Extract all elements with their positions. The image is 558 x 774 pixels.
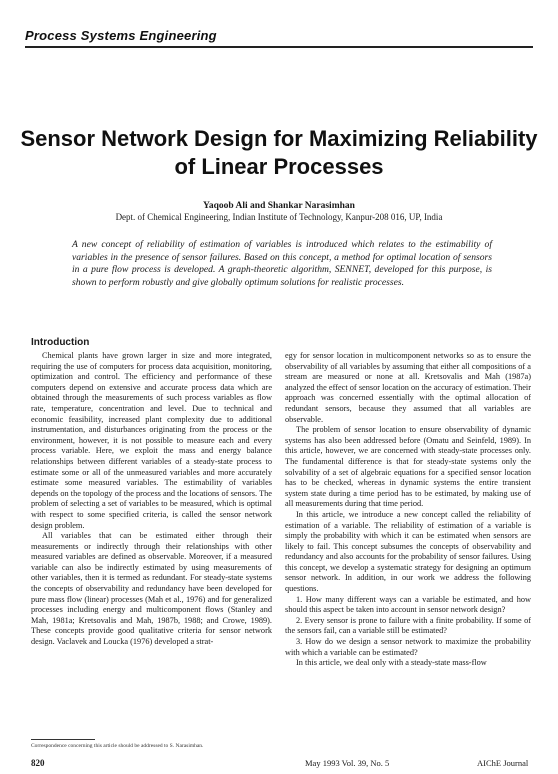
paragraph: The problem of sensor location to ensure observability of dynamic systems has also been addressed before (Omatu and Seinfeld, 1989). In this article, however, we are concerned with steady-state processes only. The fundamental difference is that for steady-state systems only the solvability of a set of algebraic equations for a specified sensor location has to be checked, whereas in dynamic systems the entire transient system state during a time period has to be estimated, by making use of all measurements during that time period. (285, 425, 531, 509)
left-column (31, 351, 272, 737)
issue-info: May 1993 Vol. 39, No. 5 (305, 758, 390, 768)
authors: Yaqoob Ali and Shankar Narasimhan (203, 201, 355, 211)
title-line-1: Sensor Network Design for Maximizing Reliability (20, 126, 538, 151)
affiliation: Dept. of Chemical Engineering, Indian Institute of Technology, Kanpur-208 016, UP, India (115, 212, 443, 222)
question-2: 2. Every sensor is prone to failure with a finite probability. If some of the sensors fail, can a variable still be estimated? (285, 615, 531, 636)
abstract: A new concept of reliability of estimation of variables is introduced which relates to the estimability of variables in the presence of sensor failures. Based on this concept, a method for optimal location of sensors in a pure flow process is developed. A graph-theoretic algorithm, SENNET, developed for this purpose, is shown to perform robustly and give globally optimum solutions for realistic processes. (72, 239, 492, 288)
introduction-heading: Introduction (31, 337, 90, 348)
right-column (285, 351, 531, 753)
header-rule (25, 46, 533, 48)
section-header: Process Systems Engineering (25, 28, 217, 43)
paragraph: egy for sensor location in multicomponent networks so as to ensure the observability of all variables by assuming that either all compositions of a stream are measured or none at all. Kretsovalis and Mah (1987a) analyzed the effect of sensor location on the accuracy of estimation. Their approach was concerned essentially with the optimal allocation of redundant sensors, because they assumed that all variables are observable. (285, 351, 531, 424)
article-title (0, 125, 558, 181)
page-number: 820 (31, 758, 45, 768)
footnote: Correspondence concerning this article should be addressed to S. Narasimhan. (31, 743, 204, 749)
question-1: 1. How many different ways can a variable be estimated, and how should this aspect be taken into account in sensor network design? (285, 594, 531, 615)
journal-name: AIChE Journal (477, 758, 529, 768)
paragraph: All variables that can be estimated either through their measurements or indirectly through their relationships with other measured variables are defined as observable. Moreover, if a measured variable can also be indirectly estimated by using measurements of other variables, then it is termed as redundant. For steady-state systems the concepts of observability and redundancy have been developed for pure mass flow (linear) processes (Mah et al., 1976) and for generalized processes including energy and multicomponent flows (Stanley and Mah, 1981a; Kretsovalis and Mah, 1987b, 1988; and Crowe, 1989). These concepts provide good qualitative criteria for sensor network design. Vaclavek and Loucka (1976) developed a strat- (31, 531, 272, 647)
footnote-rule (31, 739, 95, 740)
paragraph: In this article, we deal only with a steady-state mass-flow (296, 658, 487, 668)
paragraph: In this article, we introduce a new concept called the reliability of estimation of a variable. The reliability of estimation of a variable is simply the probability with which it can be estimated when sensors are likely to fail. This concept subsumes the concepts of observability and redundancy and also accounts for the probability of sensor failures. Using this concept, we develop a systematic strategy for designing an optimum sensor network. In addition, in our work we address the following questions. (285, 509, 531, 594)
question-3: 3. How do we design a sensor network to maximize the probability with which a variable can be estimated? (285, 637, 531, 657)
title-line-2: of Linear Processes (174, 154, 384, 179)
paragraph: Chemical plants have grown larger in size and more integrated, requiring the use of computers for process data acquisition, monitoring, optimization and control. The efficiency and performance of these computers depend on extensive and accurate process data which are obtained through the measurements of such process variables as flow rate, temperature, concentration and level. Due to technical and economic feasibility, increased plant complexity due to additional instrumentation, and disturbances originating from the process or the environment, however, it is not possible to measure each and every process variable. Here, we exploit the mass and energy balance relationships between different variables of a steady-state process to estimate some or all of the unmeasured variables and more accurately estimate some measured variables. The estimability of variables depends on the topology of the process and the locations of sensors. The problem of selecting a set of variables to be measured, which is optimal with respect to some specified criteria, is called the sensor network design problem. (31, 351, 272, 530)
